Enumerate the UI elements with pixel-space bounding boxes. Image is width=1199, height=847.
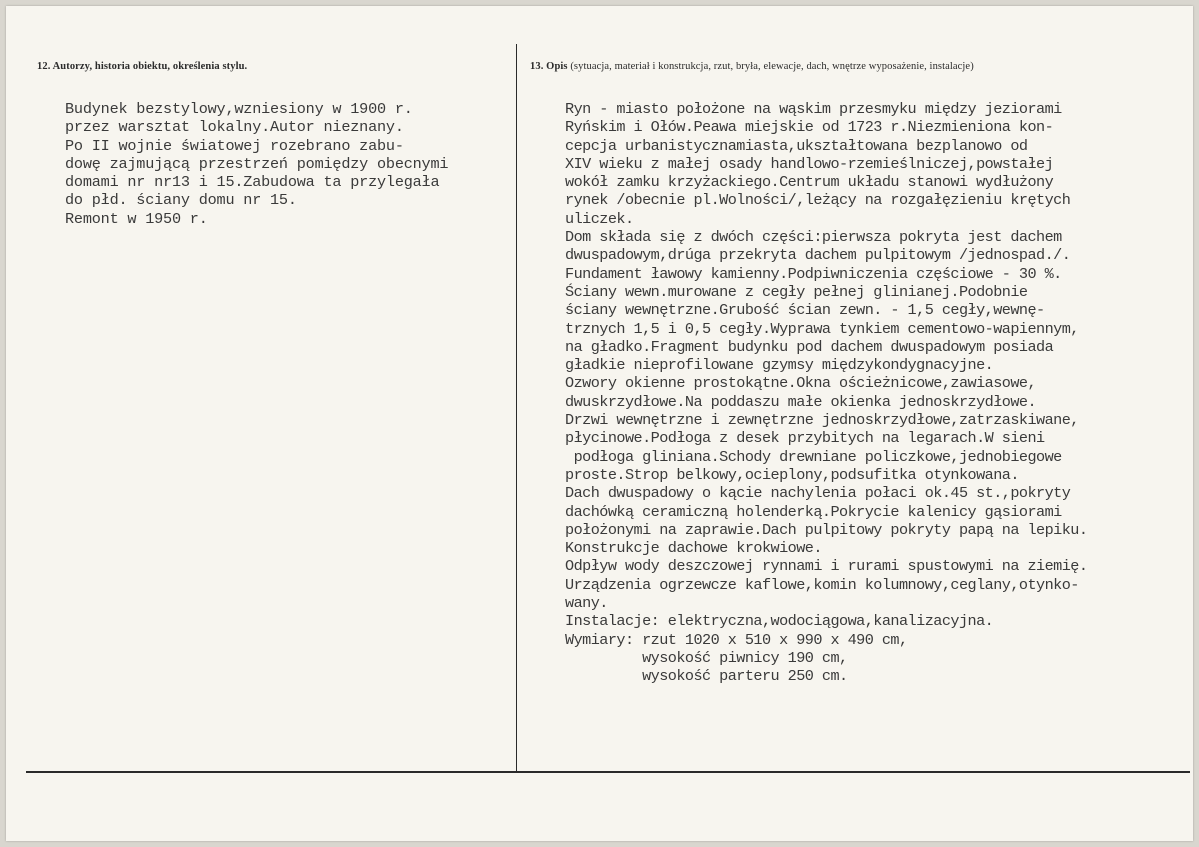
typed-line: trznych 1,5 i 0,5 cegły.Wyprawa tynkiem cementowo-wapiennym, [565,319,1079,338]
section-12-typed-text [65,100,448,228]
typed-line: cepcja urbanistycznamiasta,ukształtowana bezplanowo od [565,136,1028,155]
typed-line: Remont w 1950 r. [65,209,208,228]
typed-line: Po II wojnie światowej rozebrano zabu- [65,136,404,155]
typed-line: Ryńskim i Ołów.Peawa miejskie od 1723 r.Niezmieniona kon- [565,118,1054,137]
typed-line: rynek /obecnie pl.Wolności/,leżący na rozgałęzieniu krętych [565,191,1071,210]
typed-line: Dom składa się z dwóch części:pierwsza pokryta jest dachem [565,228,1062,247]
typed-line: Urządzenia ogrzewcze kaflowe,komin kolumnowy,ceglany,otynko- [565,575,1079,594]
typed-line: Odpływ wody deszczowej rynnami i rurami spustowymi na ziemię. [565,557,1088,576]
typed-line: ściany wewnętrzne.Grubość ścian zewn. - 1,5 cegły,wewnę- [565,301,1045,320]
typed-line: Drzwi wewnętrzne i zewnętrzne jednoskrzydłowe,zatrzaskiwane, [565,411,1079,430]
typed-line: płycinowe.Podłoga z desek przybitych na legarach.W sieni [565,429,1045,448]
typed-line: dwuskrzydłowe.Na poddaszu małe okienka jednoskrzydłowe. [565,392,1037,411]
typed-line: domami nr nr13 i 15.Zabudowa ta przylegała [65,173,440,192]
section-13-subtitle: (sytuacja, materiał i konstrukcja, rzut, bryła, elewacje, dach, wnętrze wyposażenie, instalacje) [570,61,974,72]
section-13-typed-text [565,100,1087,686]
typed-line: wysokość piwnicy 190 cm, [565,648,848,667]
typed-line: podłoga gliniana.Schody drewniane policzkowe,jednobiegowe [565,447,1062,466]
typed-line: wokół zamku krzyżackiego.Centrum układu stanowi wydłużony [565,173,1054,192]
typed-line: Instalacje: elektryczna,wodociągowa,kanalizacyjna. [565,612,994,631]
section-13-title: Opis [546,61,568,72]
typed-line: Ściany wewn.murowane z cegły pełnej glinianej.Podobnie [565,282,1028,301]
section-12-title: Autorzy, historia obiektu, określenia stylu. [52,61,248,72]
typed-line: dachówką ceramiczną holenderką.Pokrycie kalenicy gąsiorami [565,502,1062,521]
typed-line: proste.Strop belkowy,ocieplony,podsufitka otynkowana. [565,465,1019,484]
typed-line: uliczek. [565,209,634,228]
typed-line: przez warsztat lokalny.Autor nieznany. [65,118,404,137]
bottom-rule [26,771,1190,773]
typed-line: wysokość parteru 250 cm. [565,667,848,686]
typed-line: XIV wieku z małej osady handlowo-rzemieślniczej,powstałej [565,154,1054,173]
typed-line: Fundament ławowy kamienny.Podpiwniczenia częściowe - 30 %. [565,264,1062,283]
form-card [6,6,1193,841]
typed-line: na gładko.Fragment budynku pod dachem dwuspadowym posiada [565,337,1054,356]
typed-line: Wymiary: rzut 1020 x 510 x 990 x 490 cm, [565,630,908,649]
typed-line: do płd. ściany domu nr 15. [65,191,297,210]
typed-line: dowę zajmującą przestrzeń pomiędzy obecnymi [65,154,449,173]
section-13-number: 13. [530,61,544,72]
typed-line: wany. [565,594,608,613]
typed-line: Ozwory okienne prostokątne.Okna ościeżnicowe,zawiasowe, [565,374,1037,393]
typed-line: dwuspadowym,drúga przekryta dachem pulpitowym /jednospad./. [565,246,1071,265]
typed-line: Dach dwuspadowy o kącie nachylenia połaci ok.45 st.,pokryty [565,484,1071,503]
section-12-number: 12. [37,61,51,72]
typed-line: gładkie nieprofilowane gzymsy międzykondygnacyjne. [565,356,994,375]
typed-line: położonymi na zaprawie.Dach pulpitowy pokryty papą na lepiku. [565,520,1088,539]
section-12-heading [37,61,247,72]
column-divider [516,44,517,772]
typed-line: Ryn - miasto położone na wąskim przesmyku między jeziorami [565,100,1062,118]
section-13-heading [530,61,974,72]
typed-line: Budynek bezstylowy,wzniesiony w 1900 r. [65,100,413,118]
typed-line: Konstrukcje dachowe krokwiowe. [565,539,822,558]
